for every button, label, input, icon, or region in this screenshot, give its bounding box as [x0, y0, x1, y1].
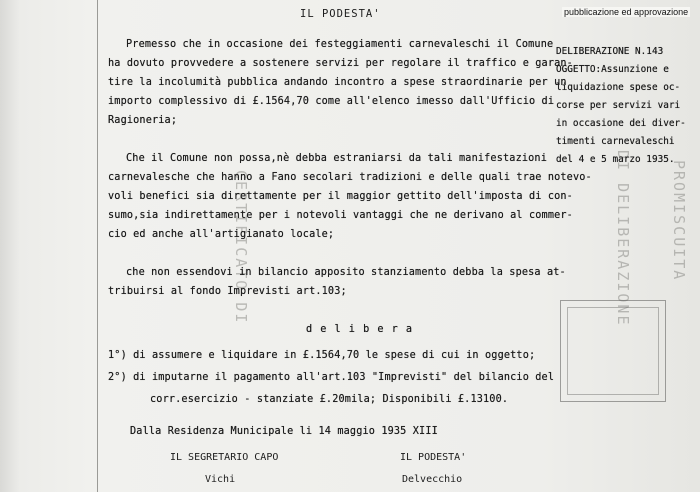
- podesta-title: IL PODESTA': [400, 452, 467, 463]
- official-stamp: [560, 300, 666, 402]
- podesta-name: Delvecchio: [402, 474, 463, 485]
- delibera-heading: d e l i b e r a: [306, 324, 414, 335]
- official-stamp-inner: [567, 307, 659, 395]
- margin-line-6: timenti carnevaleschi: [556, 136, 675, 147]
- margin-line-2: OGGETTO:Assunzione e: [556, 64, 669, 75]
- margin-line-1: DELIBERAZIONE N.143: [556, 46, 664, 57]
- body-line-4: importo complessivo di £.1564,70 come all'elenco imesso dall'Ufficio di: [108, 96, 555, 107]
- body-line-3: tire la incolumità pubblica andando incontro a spese straordinarie per un: [108, 77, 567, 88]
- bleed-text-2: DI DELIBERAZIONE: [614, 150, 632, 327]
- body-line-8: voli benefici sia direttamente per il maggior gettito dell'imposta di con-: [108, 191, 573, 202]
- body-line-5: Ragioneria;: [108, 115, 178, 126]
- body-line-7: carnevalesche che hanno a Fano secolari tradizioni e delle quali trae notevo-: [108, 172, 592, 183]
- margin-line-5: in occasione dei diver-: [556, 118, 686, 129]
- body-line-11: che non essendovi in bilancio apposito stanziamento debba la spesa at-: [126, 267, 566, 278]
- date-line: Dalla Residenza Municipale li 14 maggio 1935 XIII: [130, 426, 438, 437]
- margin-line-3: liquidazione spese oc-: [556, 82, 681, 93]
- bleed-text-3: PROMISCUITA: [670, 160, 688, 282]
- margin-header-label: pubblicazione ed approvazione: [564, 7, 689, 17]
- secretary-name: Vichi: [205, 474, 236, 485]
- body-line-10: cio ed anche all'artigianato locale;: [108, 229, 335, 240]
- bleed-text-1: CERTIFICATO DI: [232, 170, 250, 325]
- body-line-2: ha dovuto provvedere a sostenere servizi per regolare il traffico e garan-: [108, 58, 573, 69]
- resolution-1: 1°) di assumere e liquidare in £.1564,70 le spese di cui in oggetto;: [108, 350, 536, 361]
- margin-line-4: corse per servizi vari: [556, 100, 681, 111]
- body-line-12: tribuirsi al fondo Imprevisti art.103;: [108, 286, 347, 297]
- margin-line-7: del 4 e 5 marzo 1935.: [556, 154, 675, 165]
- resolution-3: corr.esercizio - stanziate £.20mila; Disponibili £.13100.: [150, 394, 509, 405]
- body-line-1: Premesso che in occasione dei festeggiamenti carnevaleschi il Comune: [126, 39, 554, 50]
- secretary-title: IL SEGRETARIO CAPO: [170, 452, 279, 463]
- margin-rule: [97, 0, 98, 492]
- body-line-6: Che il Comune non possa,nè debba estraniarsi da tali manifestazioni: [126, 153, 547, 164]
- resolution-2: 2°) di imputarne il pagamento all'art.103 "Imprevisti" del bilancio del: [108, 372, 555, 383]
- body-line-9: sumo,sia indirettamente per i notevoli vantaggi che ne derivano al commer-: [108, 210, 573, 221]
- document-title: IL PODESTA': [300, 8, 381, 20]
